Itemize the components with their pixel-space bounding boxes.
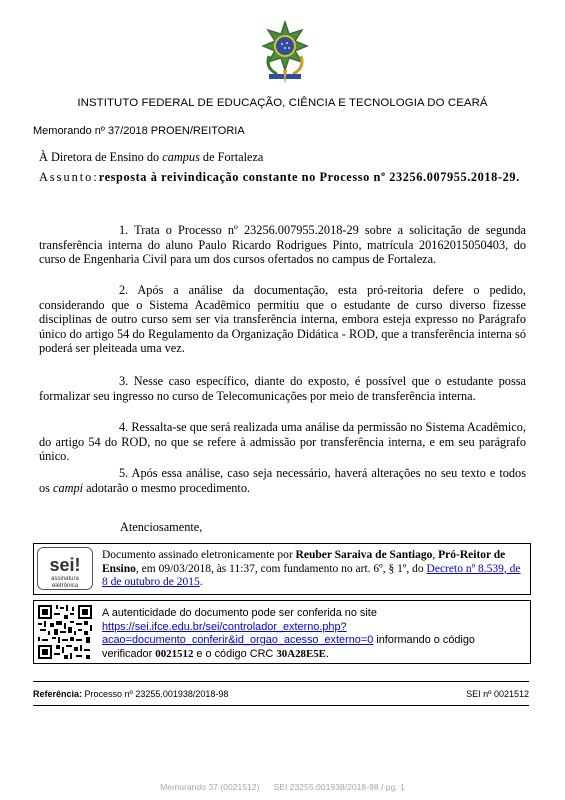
authenticity-url-link[interactable]: https://sei.ifce.edu.br/sei/controlador_externo.php?acao=documento_conferir&id_orgao_acesso_externo=0 — [102, 620, 374, 647]
paragraph-2 — [39, 283, 526, 356]
closing: Atenciosamente, — [120, 520, 203, 534]
sei-number: SEI nº 0021512 — [466, 689, 529, 699]
sei-logo-sub2: eletrônica — [51, 583, 79, 589]
memo-identifier: Memorando nº 37/2018 PROEN/REITORIA — [33, 125, 245, 137]
paragraph-5-text: 5. Após essa análise, caso seja necessário, haverá alterações no seu texto e todos os — [39, 466, 526, 495]
verifier-code: 0021512 — [155, 647, 194, 660]
subject-text: resposta à reivindicação constante no Processo nº 23256.007955.2018-29. — [98, 170, 520, 184]
authenticity-box — [33, 600, 531, 664]
reference-top-divider — [33, 681, 529, 682]
crc-code: 30A28E5E — [276, 647, 326, 660]
signer-name: Reuber Saraiva de Santiago — [295, 549, 433, 561]
subject-line — [39, 170, 526, 185]
paragraph-5-campi: campi — [53, 480, 84, 495]
paragraph-2-text: 2. Após a análise da documentação, esta pró-reitoria defere o pedido, considerando que o Sistema Acadêmico permitiu que o estudante de curso diverso fizesse disciplinas de outro curso sem ser via transferência interna, embora esteja expresso no Parágrafo único do artigo 54 do Regulamento da Organização Didática - ROD, que a transferência interna só poderá ser pleiteada uma vez. — [39, 283, 526, 356]
recipient-text-end: de Fortaleza — [199, 150, 264, 164]
qr-code-icon — [36, 603, 94, 661]
authenticity-end: . — [325, 647, 329, 660]
sei-logo-sub1: assinatura — [51, 576, 79, 582]
paragraph-3-text: 3. Nesse caso específico, diante do exposto, é possível que o estudante possa formalizar seu ingresso no curso de Telecomunicações por meio de transferência interna. — [39, 374, 526, 403]
sei-signature-logo-icon — [37, 547, 93, 590]
reference-label: Referência: — [33, 689, 83, 699]
institute-name: INSTITUTO FEDERAL DE EDUCAÇÃO, CIÊNCIA E TECNOLOGIA DO CEARÁ — [77, 97, 488, 109]
footer-right: SEI 23255.001938/2018-98 / pg. 1 — [273, 782, 405, 792]
electronic-signature-box — [33, 543, 531, 595]
authenticity-mid: informando o código verificador — [102, 634, 475, 660]
paragraph-1 — [39, 223, 526, 267]
paragraph-4 — [39, 420, 526, 464]
decree-link[interactable]: Decreto nº 8.539, de 8 de outubro de 2015 — [102, 562, 521, 589]
recipient-text: À Diretora de Ensino do — [39, 150, 163, 164]
page-footer — [0, 782, 565, 792]
signature-details: , em 09/03/2018, às 11:37, com fundamento no art. 6º, § 1º, do — [135, 562, 427, 575]
signer-role: Pró-Reitor de Ensino — [102, 549, 506, 575]
reference-bottom-divider — [33, 705, 529, 706]
authenticity-intro: A autenticidade do documento pode ser conferida no site — [102, 607, 377, 619]
recipient-line — [39, 150, 263, 165]
paragraph-5 — [39, 466, 526, 495]
paragraph-4-text: 4. Ressalta-se que será realizada uma análise da permissão no Sistema Acadêmico, do artigo 54 do ROD, no que se refere à admissão por transferência interna, e em seu parágrafo único. — [39, 420, 526, 464]
signature-text: Documento assinado eletronicamente por Reuber Saraiva de Santiago, Pró-Reitor de Ensino, em 09/03/2018, às 11:37, com fundamento no art. 6º, § 1º, do Decreto nº 8.539, de 8 de outubro de 2015. — [102, 549, 521, 589]
signature-intro: Documento assinado eletronicamente por — [102, 549, 296, 561]
subject-label: Assunto: — [39, 170, 99, 184]
crc-label: e o código CRC — [193, 647, 277, 660]
authenticity-text — [102, 607, 527, 661]
reference-line — [33, 689, 228, 699]
reference-process: Processo nº 23255.001938/2018-98 — [82, 689, 229, 699]
paragraph-5-text-end: adotarão o mesmo procedimento. — [83, 480, 251, 495]
footer-left: Memorando 37 (0021512) — [160, 782, 260, 792]
paragraph-3 — [39, 374, 526, 403]
recipient-campus: campus — [162, 150, 200, 164]
paragraph-1-text: 1. Trata o Processo nº 23256.007955.2018-29 sobre a solicitação de segunda transferência interna do aluno Paulo Ricardo Rodrigues Pinto, matrícula 20162015050403, do curso de Engenharia Civil para um dos cursos ofertados no campus de Fortaleza. — [39, 223, 526, 267]
sei-logo-word: sei! — [49, 555, 81, 575]
signature-end: . — [199, 576, 203, 589]
brazil-coat-of-arms-icon — [255, 20, 315, 85]
